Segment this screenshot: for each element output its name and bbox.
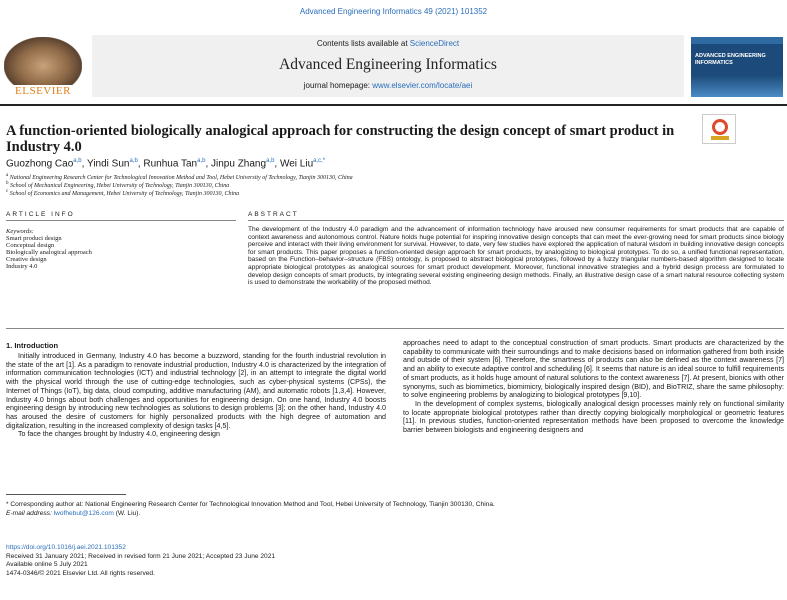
copyright-line: 1474-0346/© 2021 Elsevier Ltd. All rights reserved. [6,569,155,577]
body-column-left [6,352,386,439]
author-name[interactable]: Jinpu Zhang [211,158,267,170]
abstract-bottom-rule [6,328,784,329]
article-title: A function-oriented biologically analogical approach for constructing the design concept of smart product in Industry 4.0 [6,123,675,155]
doi-link[interactable]: https://doi.org/10.1016/j.aei.2021.101352 [6,544,126,551]
affiliation-text: School of Economics and Management, Hebei University of Technology, Tianjin 300130, China [9,191,240,197]
author-affil-sup[interactable]: a,b [266,158,275,164]
article-info-heading: ARTICLE INFO [6,211,75,218]
journal-banner [92,35,684,97]
abstract-heading: ABSTRACT [248,211,299,218]
affiliation-sup: c [6,189,9,194]
header-divider [0,104,787,106]
keyword: Smart product design [6,235,62,242]
email-suffix: (W. Liu). [113,510,141,517]
publisher-name: ELSEVIER [15,85,71,97]
keywords-list [6,235,206,270]
affiliation-sup: a [6,173,9,178]
sciencedirect-link[interactable]: ScienceDirect [409,39,460,48]
journal-name: Advanced Engineering Informatics [279,56,497,73]
author-affil-sup[interactable]: a,b [73,158,82,164]
affiliation [6,188,786,198]
available-online: Available online 5 July 2021 [6,561,88,568]
keywords-label: Keywords: [6,228,34,235]
homepage-link[interactable]: www.elsevier.com/locate/aei [372,81,473,90]
journal-header [0,35,787,99]
keyword: Biologically analogical approach [6,249,92,256]
footnotes [6,500,786,518]
contents-prefix: Contents lists available at [316,39,410,48]
body-paragraph: In the development of complex systems, biologically analogical design processes mainly rely on functional similarity to locate appropriate biological prototypes rather than directly copying biologically morphological or geometric features [11]. In previous studies, function-oriented representation methods have been proposed to overcome the knowledge barrier between biologists and engineering designers and [403,399,784,435]
author-affil-sup[interactable]: a,c,* [313,158,326,164]
author-list: Guozhong Cao$^{a,b}$, Yindi Sun$^{a,b}$, Runhua Tan$^{a,b}$, Jinpu Zhang$^{a,b}$, Wei Liu$^{a,c,*}$ [6,158,326,170]
email-line [6,509,786,518]
email-label: E-mail address: [6,510,54,517]
affiliation-text: National Engineering Research Center for Technological Innovation Method and Tool, Hebei University of Technology, Tianjin 300130, China [9,175,353,181]
journal-cover[interactable] [691,37,783,97]
keyword: Creative design [6,256,47,263]
body-column-right [403,339,784,435]
crossmark-bar-icon [711,136,729,140]
author-name[interactable]: Runhua Tan [143,158,198,170]
cover-art [691,75,783,97]
author-name[interactable]: Guozhong Cao [6,158,74,170]
abstract-text: The development of the Industry 4.0 paradigm and the advancement of information technology have aroused new consumer requirements for smart products that are capable of context awareness and autonomous control. Nature holds huge potential for inspiring innovative design concepts that can meet the ever-growing need for smart products since biology perceive and interact with their living environment for survival. However, to date, very few studies have explored the application of natural wisdom in building innovative design concepts for smart products. This paper proposes a function-oriented design approach for smart products, by analogizing to biological prototypes. To do so, a unified functional representation, based on the Function–behavior–structure (FBS) ontology, is proposed to abstract biological prototypes, followed by a fuzzy triangular numbers-based algorithm designed to locate appropriate biological prototypes as analogical sources for smart product development. Moreover, functional innovative strategies and a hybrid design process are formulated to develop design concepts of smart products, by integrating several existing engineering design methods. Finally, an illustrative design case of a smart natural resource collecting system is used to demonstrate the workability of the proposed method. [248,226,784,287]
corresponding-author-note: * Corresponding author at: National Engineering Research Center for Technological Innovation Method and Tool, Hebei University of Technology, Tianjin 300130, China. [6,501,495,508]
section-heading-introduction: 1. Introduction [6,341,59,350]
affiliation-text: School of Mechanical Engineering, Hebei University of Technology, Tianjin 300130, China [10,183,230,189]
keyword: Conceptual design [6,242,55,249]
elsevier-tree-icon [4,37,82,85]
journal-citation[interactable]: Advanced Engineering Informatics 49 (2021) 101352 [299,7,488,16]
keyword: Industry 4.0 [6,263,38,270]
article-info-rule [6,220,236,221]
cover-title: ADVANCED ENGINEERING INFORMATICS [695,53,766,66]
publication-info [6,544,506,578]
author-affil-sup[interactable]: a,b [129,158,138,164]
email-link[interactable]: lwofhebut@126.com [53,510,114,517]
homepage-prefix: journal homepage: [303,81,373,90]
contents-line [92,39,684,48]
author-name[interactable]: Wei Liu [279,158,314,170]
body-paragraph: approaches need to adapt to the conceptual construction of smart products. Smart products are characterized by the capability to communicate with their surroundings and to make decisions based on information gathered from both inside and outside of their system [6]. Therefore, the smartness of products can also be defined as the context awareness [7] and an ability to execute adaptive control and scheduling [6]. It seems that nature is an ideal source to fulfill requirements of smart products, as it holds huge amount of natural solutions to the context awareness [7]. At present, bionics with other synonyms, such as biomimetics, biomimicry, biologically inspired design (BID), and BioTRIZ, share the same philosophy: to solve engineering problems by analogizing to biological prototypes [9,10]. [403,339,784,400]
crossmark-badge[interactable] [702,114,736,144]
homepage-line [92,81,684,90]
author-name[interactable]: Yindi Sun [87,158,130,170]
affiliation-sup: b [6,181,9,186]
body-paragraph: Initially introduced in Germany, Industry 4.0 has become a buzzword, standing for the fourth industrial revolution in the state of the art [1]. As a paradigm to renovate industrial production, Industry 4.0 is characterized by the integration of information communication technologies (ICT) and industrial technology [2], in an attempt to integrate the digital world with the physical world through the use of cutting-edge technologies, such as cyber-physical systems (CPSs), the Internet of Things (IoT), big data, cloud computing, additive manufacturing (AM), and automatic robots [1,3,4]. However, Industry 4.0 brings about both challenges and opportunities for engineering design. On one hand, Industry 4.0 boosts engineering design by introducing new technologies as solutions to design problems [3]; on the other hand, Industry 4.0 has aroused the desire of customers for highly personalized products with the high degree of automation and digitalization, resulting in the increased complexity of design tasks [4,5]. [6,352,386,430]
elsevier-logo[interactable] [0,35,86,97]
footnote-rule [6,494,126,495]
received-dates: Received 31 January 2021; Received in revised form 21 June 2021; Accepted 23 June 2021 [6,552,276,560]
abstract-rule [248,220,784,221]
body-paragraph: To face the changes brought by Industry 4.0, engineering design [18,430,220,439]
crossmark-ring-icon [712,119,728,135]
author-affil-sup[interactable]: a,b [197,158,206,164]
cover-stripe [691,37,783,44]
